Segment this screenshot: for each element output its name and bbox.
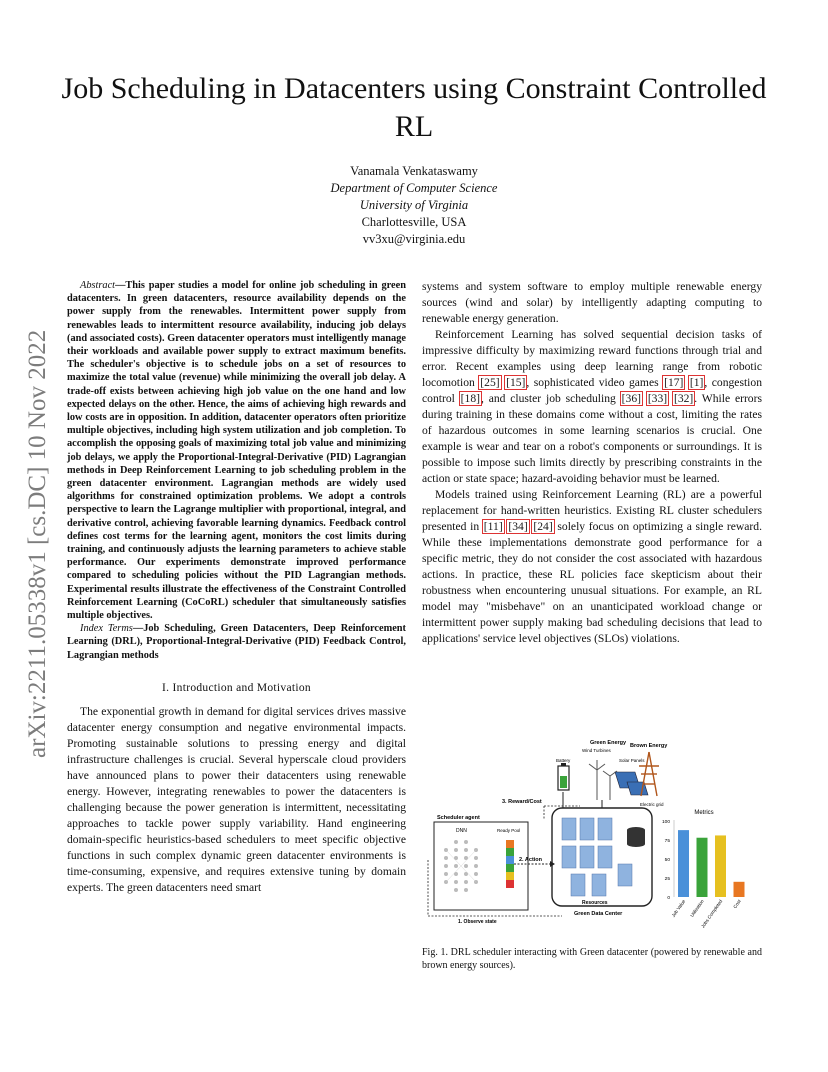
citation-link[interactable]: [25] — [480, 376, 500, 389]
figure-caption: Fig. 1. DRL scheduler interacting with Green datacenter (powered by renewable and brown energy sources). — [422, 947, 762, 971]
citation-link[interactable]: [33] — [647, 392, 668, 405]
y-tick-label: 25 — [664, 877, 670, 882]
abstract-label: Abstract — [80, 280, 116, 291]
ready-pool-queue — [506, 840, 514, 888]
paper-title: Job Scheduling in Datacenters using Constraint Controlled RL — [61, 72, 767, 143]
agent-label: Scheduler agent — [437, 815, 480, 821]
section-heading: I. Introduction and Motivation — [162, 681, 311, 694]
neural-network-icon — [444, 840, 478, 892]
solar-label: Solar Panels — [619, 758, 645, 763]
x-tick-label: Jobs Completed — [700, 898, 724, 929]
abstract — [67, 279, 406, 622]
y-tick-label: 100 — [661, 820, 670, 825]
text-run: , and cluster job scheduling — [480, 392, 621, 405]
battery-icon — [558, 763, 569, 790]
figure-1 — [422, 740, 762, 932]
dnn-label: DNN — [456, 828, 467, 834]
y-tick-label: 50 — [664, 858, 670, 863]
right-column — [422, 279, 762, 647]
text-run: , congestion control — [422, 376, 762, 405]
citation-link[interactable]: [15] — [506, 376, 526, 389]
observe-label: 1. Observe state — [458, 919, 497, 925]
bar-cost — [734, 882, 745, 897]
abstract-text: —This paper studies a model for online job scheduling in green datacenters. In green datacenters, resource availability depends on the power supply from the renewables. Intermittent power supply from renewables leads to intermittent resource availability, inducing job delays (and associated costs). Green datacenter operators must intelligently manage their workloads and available power supply to extract maximum benefits. The scheduler's objective is to schedule jobs on a set of resources to maximize the total value (revenue) while minimizing the overall job delay. A trade-off exists between achieving high job value on the one hand and low expected delays on the other. Hence, the aims of achieving high rewards and low costs are in opposition. In addition, datacenter operators often prioritize multiple objectives, including high system utilization and job completion. To accomplish the opposing goals of maximizing total job value and minimizing job delays, we apply the Proportional-Integral-Derivative (PID) Lagrangian methods in Deep Reinforcement Learning to job scheduling problem in the green datacenter environment. Lagrangian methods are widely used algorithms for constrained optimization problems. We adopt a controls perspective to learn the Lagrange multiplier with proportional, integral, and derivative control, achieving favorable learning dynamics. Feedback control defines cost terms for the learning agent, monitors the cost limits during training, and continuously adjusts the learning parameters to achieve stable performance. Our experiments demonstrate improved performance compared to scheduling policies without the PID Lagrangian methods. Experimental results illustrate the effectiveness of the Constraint Controlled Reinforcement Learning (CoCoRL) scheduler that simultaneously satisfies multiple objectives. — [67, 280, 406, 622]
pool-label: Ready Pool — [497, 828, 521, 833]
grid-label: Electric grid — [640, 802, 664, 807]
y-tick-label: 75 — [664, 839, 670, 844]
wind-turbine-icon — [589, 760, 617, 800]
bar-job-value — [678, 830, 689, 897]
citation-link[interactable]: [32] — [673, 392, 694, 405]
battery-label: Battery — [556, 758, 571, 763]
citation-link[interactable]: [11] — [483, 520, 503, 533]
reward-label: 3. Reward/Cost — [502, 799, 542, 805]
author-city: Charlottesville, USA — [361, 215, 467, 229]
text-run: , sophisticated video games — [526, 376, 664, 389]
resources-label: Resources — [582, 900, 608, 906]
text-run: Models trained using Reinforcement Learning (RL) are a powerful replacement for hand-written heuristics. Existing RL cluster schedulers presented in — [422, 488, 762, 533]
green-energy-label: Green Energy — [590, 740, 627, 746]
intro-paragraph: The exponential growth in demand for digital services drives massive datacenter energy consumption and negative environmental impacts. Promoting sustainable solutions to pressing energy and digital infrastructure challenges is crucial. Several hyperscale cloud providers have announced plans to power their datacenters using renewable energy. However, integrating renewables to power the datacenters is challenging because the power generation is intermittent, necessitating approaches to tackle power supply variability. Hand engineering domain-specific heuristics-based schedulers to meet specific objective functions in such complex dynamic green datacenter environments is time-consuming, expensive, and requires extensive tuning by domain experts. The green datacenters need smart — [67, 704, 406, 894]
author-block — [200, 163, 628, 248]
citation-link[interactable]: [34] — [508, 520, 528, 533]
author-name: Vanamala Venkataswamy — [350, 164, 478, 178]
author-univ: University of Virginia — [359, 198, 469, 212]
figure-diagram — [422, 740, 762, 932]
bar-utilization — [697, 838, 708, 897]
x-tick-label: Job Value — [670, 898, 687, 919]
y-tick-label: 0 — [667, 896, 670, 901]
server-rack-icon — [562, 818, 632, 896]
text-run: Reinforcement Learning has solved sequential decision tasks of impressive difficulty by maximizing reward functions through trial and error. Recent examples using deep learning range from robotic locomotion — [422, 328, 762, 389]
arxiv-id: arXiv:2211.05338v1 [cs.DC] 10 Nov 2022 — [24, 329, 51, 758]
x-tick-label: Cost — [732, 898, 742, 910]
paragraph-continued: systems and system software to employ multiple renewable energy sources (wind and solar) by intelligently adapting computing to renewable energy generation. — [422, 280, 762, 325]
citation-link[interactable]: [18] — [460, 392, 480, 405]
dc-label: Green Data Center — [574, 911, 623, 917]
text-run: . While errors during training in these domains come without a cost, limiting the rates of hazardous outcomes in some learning scenarios is crucial. One example is wear and tear on a robot's components or surroundings. It is possible to impose such limits directly by prescribing constraints in the action or state space; hazard-avoiding behavior must be learned. — [422, 392, 762, 485]
bar-jobs-completed — [715, 835, 726, 897]
storage-icon — [627, 827, 645, 847]
index-terms — [67, 622, 406, 662]
left-column — [67, 279, 406, 896]
metrics-chart — [662, 810, 745, 929]
rl-paragraph — [422, 327, 762, 487]
chart-title: Metrics — [694, 810, 714, 816]
arxiv-stamp — [20, 280, 60, 760]
models-paragraph — [422, 487, 762, 647]
index-terms-label: Index Terms — [80, 623, 133, 635]
index-terms-text: —Job Scheduling, Green Datacenters, Deep Reinforcement Learning (DRL), Proportional-Integral-Derivative (PID) Feedback Control, Lagrangian methods — [67, 623, 406, 661]
citation-link[interactable]: [17] — [664, 376, 684, 389]
citation-link[interactable]: [1] — [689, 376, 704, 389]
brown-energy-label: Brown Energy — [630, 743, 668, 749]
author-dept: Department of Computer Science — [330, 181, 498, 195]
wind-label: Wind Turbines — [582, 748, 611, 753]
x-tick-label: Utilization — [689, 898, 705, 918]
citation-link[interactable]: [24] — [533, 520, 553, 533]
action-label: 2. Action — [519, 857, 543, 863]
text-run: solely focus on optimizing a single reward. While these implementations demonstrate good performance for a specific metric, they do not consider the cost associated with hazardous actions. In practice, these RL policies face skepticism about their robustness when encountering unusual situations. For example, an RL model may "misbehave" on an unanticipated workload change or intermittent power supply making bad scheduling decisions that lead to applications' service level objectives (SLOs) violations. — [422, 520, 762, 645]
author-email: vv3xu@virginia.edu — [362, 232, 466, 246]
citation-link[interactable]: [36] — [621, 392, 641, 405]
